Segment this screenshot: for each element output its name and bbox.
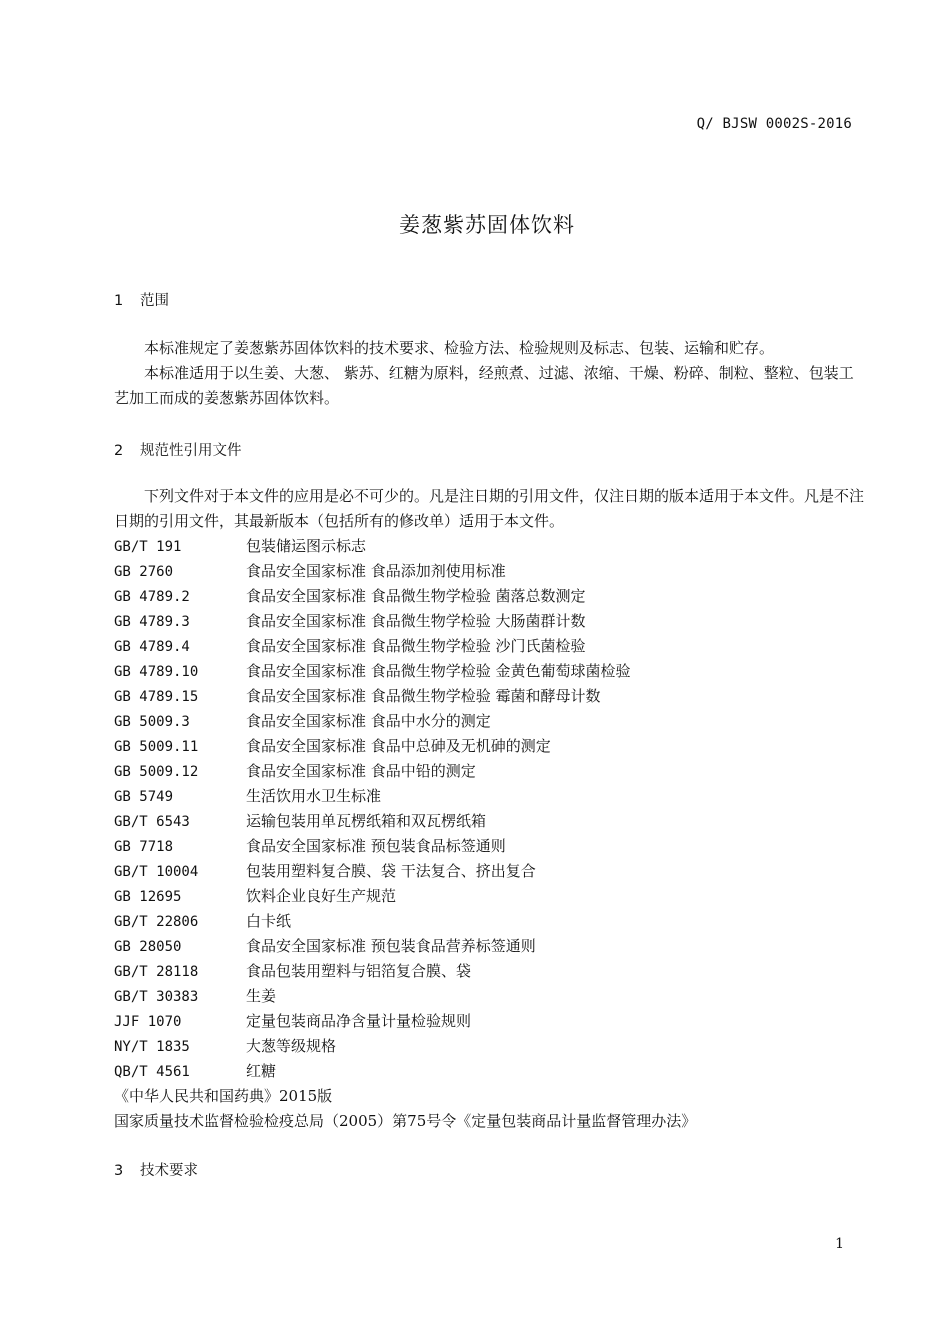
- reference-title: 红糖: [246, 1062, 277, 1080]
- reference-item: [114, 909, 696, 934]
- reference-item: [114, 959, 696, 984]
- reference-title: 生活饮用水卫生标准: [246, 787, 382, 805]
- reference-item: [114, 784, 696, 809]
- reference-title: 包装用塑料复合膜、袋 干法复合、挤出复合: [246, 862, 536, 880]
- scope-paragraph: 本标准规定了姜葱紫苏固体饮料的技术要求、检验方法、检验规则及标志、包装、运输和贮存。: [144, 339, 775, 357]
- reference-item: [114, 1034, 696, 1059]
- reference-item: [114, 584, 696, 609]
- reference-title: 食品安全国家标准 预包装食品营养标签通则: [246, 937, 536, 955]
- section-title: 范围: [140, 293, 169, 309]
- reference-code: JJF 1070: [114, 1014, 182, 1030]
- reference-item: [114, 834, 696, 859]
- section-number: 2: [114, 443, 124, 459]
- reference-item: [114, 659, 696, 684]
- reference-item: [114, 734, 696, 759]
- reference-title: 包装储运图示标志: [246, 537, 367, 555]
- section-3-heading: [114, 1159, 198, 1180]
- reference-code: GB 4789.15: [114, 689, 199, 705]
- reference-extra: 国家质量技术监督检验检疫总局（2005）第75号令《定量包装商品计量监督管理办法》: [114, 1112, 697, 1130]
- reference-code: GB 5009.11: [114, 739, 199, 755]
- document-title: 姜葱紫苏固体饮料: [399, 213, 575, 237]
- reference-item: [114, 1009, 696, 1034]
- reference-code: GB/T 6543: [114, 814, 190, 830]
- reference-title: 运输包装用单瓦楞纸箱和双瓦楞纸箱: [246, 812, 487, 830]
- reference-title: 食品安全国家标准 食品微生物学检验 菌落总数测定: [246, 587, 586, 605]
- standard-code: Q/ BJSW 0002S-2016: [696, 116, 852, 132]
- reference-extra: 《中华人民共和国药典》2015版: [114, 1087, 333, 1105]
- references-intro: [114, 484, 866, 534]
- section-number: 3: [114, 1163, 124, 1179]
- reference-code: QB/T 4561: [114, 1064, 190, 1080]
- section-title: 规范性引用文件: [140, 443, 242, 459]
- reference-list: [114, 534, 696, 1134]
- reference-title: 白卡纸: [246, 912, 292, 930]
- reference-code: GB 12695: [114, 889, 182, 905]
- references-intro-text: 下列文件对于本文件的应用是必不可少的。凡是注日期的引用文件，仅注日期的版本适用于本文件。凡是不注日期的引用文件，其最新版本（包括所有的修改单）适用于本文件。: [114, 487, 865, 530]
- reference-title: 食品安全国家标准 预包装食品标签通则: [246, 837, 506, 855]
- reference-item: [114, 884, 696, 909]
- reference-code: GB 7718: [114, 839, 174, 855]
- reference-item: [114, 684, 696, 709]
- reference-item: [114, 609, 696, 634]
- reference-code: GB/T 28118: [114, 964, 199, 980]
- reference-item: [114, 634, 696, 659]
- reference-title: 饮料企业良好生产规范: [246, 887, 397, 905]
- reference-code: GB 4789.4: [114, 639, 190, 655]
- section-number: 1: [114, 293, 124, 309]
- reference-title: 食品包装用塑料与铝箔复合膜、袋: [246, 962, 472, 980]
- reference-code: GB/T 10004: [114, 864, 199, 880]
- reference-title: 定量包装商品净含量计量检验规则: [246, 1012, 472, 1030]
- reference-code: GB 4789.2: [114, 589, 190, 605]
- section-1-heading: [114, 289, 169, 310]
- reference-item: [114, 759, 696, 784]
- reference-title: 食品安全国家标准 食品中总砷及无机砷的测定: [246, 737, 551, 755]
- reference-code: GB 5009.12: [114, 764, 199, 780]
- reference-item: [114, 809, 696, 834]
- reference-code: GB 5749: [114, 789, 174, 805]
- reference-title: 食品安全国家标准 食品添加剂使用标准: [246, 562, 506, 580]
- reference-code: GB 2760: [114, 564, 174, 580]
- section-2-heading: [114, 439, 242, 460]
- reference-item: [114, 559, 696, 584]
- reference-code: GB 4789.3: [114, 614, 190, 630]
- reference-title: 食品安全国家标准 食品微生物学检验 霉菌和酵母计数: [246, 687, 601, 705]
- reference-title: 食品安全国家标准 食品微生物学检验 沙门氏菌检验: [246, 637, 586, 655]
- section-title: 技术要求: [140, 1163, 198, 1179]
- reference-title: 食品安全国家标准 食品中水分的测定: [246, 712, 491, 730]
- reference-title: 大葱等级规格: [246, 1037, 337, 1055]
- page-number: 1: [835, 1236, 844, 1252]
- reference-item: [114, 1059, 696, 1084]
- reference-title: 食品安全国家标准 食品中铅的测定: [246, 762, 476, 780]
- scope-paragraph: 本标准适用于以生姜、大葱、 紫苏、红糖为原料，经煎煮、过滤、浓缩、干燥、粉碎、制粒、整粒、包装工艺加工而成的姜葱紫苏固体饮料。: [114, 364, 854, 407]
- reference-title: 食品安全国家标准 食品微生物学检验 大肠菌群计数: [246, 612, 586, 630]
- reference-item: [114, 984, 696, 1009]
- reference-title: 食品安全国家标准 食品微生物学检验 金黄色葡萄球菌检验: [246, 662, 631, 680]
- reference-code: NY/T 1835: [114, 1039, 190, 1055]
- reference-item: [114, 934, 696, 959]
- reference-code: GB 4789.10: [114, 664, 199, 680]
- reference-title: 生姜: [246, 987, 277, 1005]
- reference-code: GB/T 22806: [114, 914, 199, 930]
- reference-code: GB/T 191: [114, 539, 182, 555]
- scope-body: [114, 336, 864, 411]
- reference-code: GB/T 30383: [114, 989, 199, 1005]
- reference-item: [114, 534, 696, 559]
- reference-item: [114, 859, 696, 884]
- reference-code: GB 5009.3: [114, 714, 190, 730]
- reference-item: [114, 709, 696, 734]
- reference-code: GB 28050: [114, 939, 182, 955]
